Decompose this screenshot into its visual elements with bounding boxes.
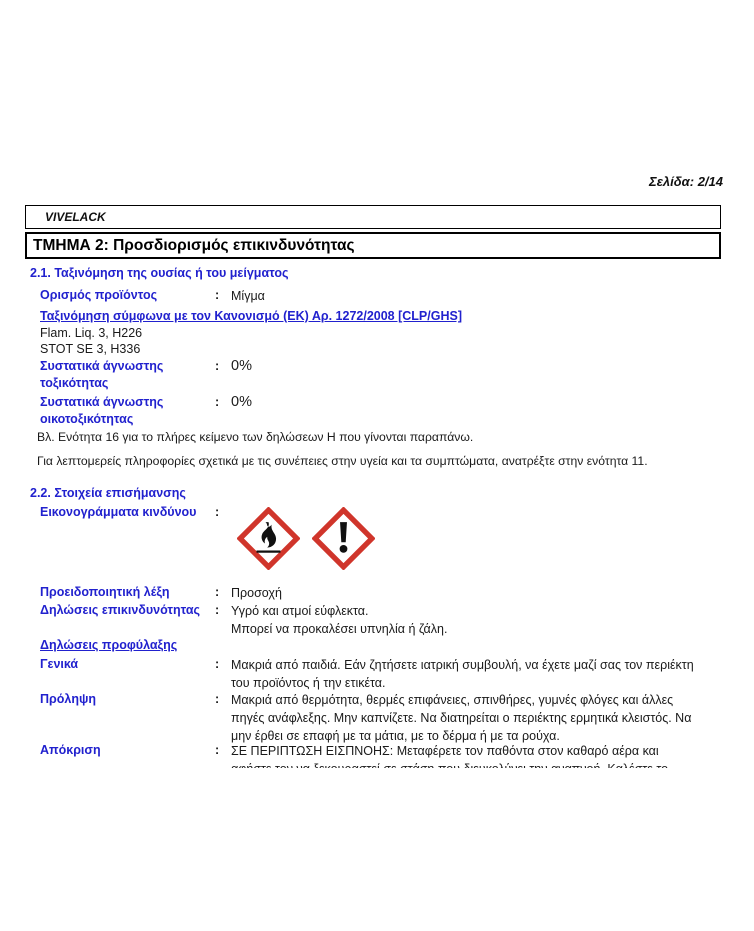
hazard-statement-line: Μπορεί να προκαλέσει υπνηλία ή ζάλη.: [231, 622, 448, 636]
page-number: Σελίδα: 2/14: [649, 174, 723, 189]
clp-regulation-heading: Ταξινόμηση σύμφωνα με τον Κανονισμό (ΕΚ) Αρ. 1272/2008 [CLP/GHS]: [40, 309, 462, 323]
product-definition-value: Μίγμα: [231, 289, 265, 303]
product-definition-label: Ορισμός προϊόντος: [40, 288, 158, 302]
ghs-exclamation-pictogram-icon: [312, 507, 375, 570]
row-precautionary-general: [40, 656, 719, 692]
prevention-value: [231, 691, 719, 745]
section-2-header-box: [25, 232, 721, 259]
response-value-line: ΣΕ ΠΕΡΙΠΤΩΣΗ ΕΙΣΠΝΟΗΣ: Μεταφέρετε τον παθόντα στον καθαρό αέρα και: [231, 744, 659, 758]
hazard-statements-label: Δηλώσεις επικινδυνότητας: [40, 603, 201, 617]
colon-separator: :: [215, 585, 220, 599]
colon-separator: :: [215, 359, 220, 373]
prevention-value-line: μην έρθει σε επαφή με τα μάτια, με το δέρμα ή με τα ρούχα.: [231, 729, 560, 743]
unknown-toxicity-label: Συστατικά άγνωστης τοξικότητας: [40, 359, 164, 390]
response-label: Απόκριση: [40, 743, 101, 757]
ghs-flame-pictogram-icon: [237, 507, 300, 570]
heading-2-1: 2.1. Ταξινόμηση της ουσίας ή του μείγματος: [30, 266, 289, 280]
hazard-pictograms-label: Εικονογράμματα κινδύνου: [40, 505, 197, 519]
unknown-ecotoxicity-value: 0%: [231, 394, 252, 410]
pictogram-group: [237, 507, 719, 570]
row-hazard-pictograms: [40, 504, 719, 570]
colon-separator: :: [215, 657, 220, 671]
prevention-label: Πρόληψη: [40, 692, 97, 706]
general-value-line: Μακριά από παιδιά. Εάν ζητήσετε ιατρική συμβουλή, να έχετε μαζί σας τον περιέκτη: [231, 658, 694, 672]
prevention-value-line: πηγές ανάφλεξης. Μην καπνίζετε. Να διατηρείται ο περιέκτης ερμητικά κλειστός. Να: [231, 711, 692, 725]
colon-separator: :: [215, 743, 220, 757]
colon-separator: :: [215, 692, 220, 706]
hazard-statements-value: [231, 602, 719, 638]
row-product-definition: [40, 287, 719, 305]
unknown-ecotoxicity-label: Συστατικά άγνωστης οικοτοξικότητας: [40, 395, 164, 426]
prevention-value-line: Μακριά από θερμότητα, θερμές επιφάνειες, σπινθήρες, γυμνές φλόγες και άλλες: [231, 693, 674, 707]
colon-separator: :: [215, 395, 220, 409]
note-details-section-11: Για λεπτομερείς πληροφορίες σχετικά με τις συνέπειες στην υγεία και τα συμπτώματα, ανατρέξτε στην ενότητα 11.: [37, 454, 648, 468]
signal-word-label: Προειδοποιητική λέξη: [40, 585, 170, 599]
colon-separator: :: [215, 288, 220, 302]
precautionary-statements-heading: Δηλώσεις προφύλαξης: [40, 638, 178, 652]
row-unknown-ecotoxicity: [40, 394, 719, 428]
product-name-box: [25, 205, 721, 229]
row-unknown-toxicity: [40, 358, 719, 392]
heading-2-2: 2.2. Στοιχεία επισήμανσης: [30, 486, 186, 500]
colon-separator: :: [215, 505, 220, 519]
signal-word-value: Προσοχή: [231, 586, 282, 600]
note-full-text-section-16: Βλ. Ενότητα 16 για το πλήρες κείμενο των δηλώσεων Η που γίνονται παραπάνω.: [37, 430, 474, 444]
hazard-statement-line: Υγρό και ατμοί εύφλεκτα.: [231, 604, 369, 618]
row-hazard-statements: [40, 602, 719, 638]
page-clip-mask: [0, 768, 754, 931]
product-name: VIVELACK: [45, 210, 106, 224]
hazard-class-stot-se: STOT SE 3, H336: [40, 342, 141, 356]
colon-separator: :: [215, 603, 220, 617]
hazard-class-flam-liq: Flam. Liq. 3, H226: [40, 326, 143, 340]
page-content: [25, 266, 729, 776]
hazard-pictograms-value: [231, 504, 719, 570]
unknown-toxicity-value: 0%: [231, 358, 252, 374]
general-value: [231, 656, 719, 692]
general-value-line: του προϊόντος ή την ετικέτα.: [231, 676, 386, 690]
section-2-title: ΤΜΗΜΑ 2: Προσδιορισμός επικινδυνότητας: [33, 236, 355, 254]
row-signal-word: [40, 584, 719, 602]
general-label: Γενικά: [40, 657, 79, 671]
row-precautionary-prevention: [40, 691, 719, 745]
